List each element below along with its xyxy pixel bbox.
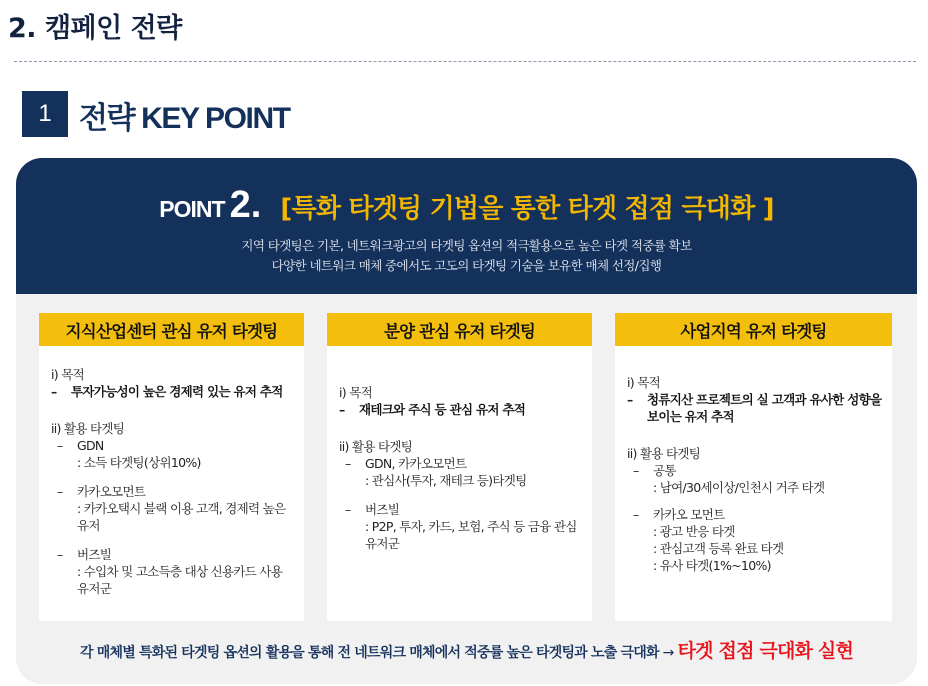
goal-text: 청류지산 프로젝트의 실 고객과 유사한 성향을 보이는 유저 추적: [647, 392, 882, 424]
bullet-dash: –: [339, 402, 345, 417]
goal-bullet: [51, 383, 296, 400]
goal-bullet: [339, 401, 584, 418]
targeting-label: ii) 활용 타겟팅: [51, 421, 125, 436]
column-body: [615, 346, 892, 621]
item-dash: –: [57, 547, 63, 562]
list-item: [51, 546, 296, 563]
point-headline: [16, 184, 917, 227]
item-detail: : 남여/30세이상/인천시 거주 타겟: [653, 480, 825, 495]
goal-bullet: [627, 391, 884, 425]
goal-text: 투자가능성이 높은 경제력 있는 유저 추적: [71, 384, 283, 399]
goal-label: i) 목적: [51, 367, 84, 382]
item-dash: –: [57, 484, 63, 499]
section-number-badge: 1: [22, 91, 68, 137]
list-item: [627, 506, 884, 523]
column-body: [327, 346, 592, 621]
bullet-dash: –: [51, 384, 57, 399]
item-name: 버즈빌: [365, 502, 400, 517]
item-name: 카카오모먼트: [77, 484, 146, 499]
targeting-column-sale-interest: [327, 313, 592, 621]
goal-label: i) 목적: [339, 385, 372, 400]
item-name: GDN: [77, 438, 104, 453]
targeting-column-knowledge-center: [39, 313, 304, 621]
item-name: 카카오 모먼트: [653, 507, 725, 522]
section-title: 전략 KEY POINT: [79, 102, 290, 135]
item-detail: : 카카오택시 블랙 이용 고객, 경제력 높은 유저: [77, 501, 286, 533]
item-dash: –: [633, 507, 639, 522]
right-arrow-icon: →: [662, 645, 674, 661]
column-header: 지식산업센터 관심 유저 타겟팅: [39, 313, 304, 346]
item-name: 버즈빌: [77, 547, 112, 562]
summary-line: [16, 636, 917, 663]
banner-description-line-2: 다양한 네트워크 매체 중에서도 고도의 타겟팅 기술을 보유한 매체 선정/집행: [271, 258, 662, 273]
list-item: [339, 501, 584, 518]
title-divider: [14, 61, 916, 62]
list-item: [51, 437, 296, 454]
item-name: GDN, 카카오모먼트: [365, 456, 467, 471]
point-word: POINT: [159, 196, 225, 222]
item-detail: : 수입차 및 고소득층 대상 신용카드 사용 유저군: [77, 564, 283, 596]
item-dash: –: [633, 463, 639, 478]
column-header: 분양 관심 유저 타겟팅: [327, 313, 592, 346]
list-item: [339, 455, 584, 472]
list-item: [627, 462, 884, 479]
targeting-column-business-area: [615, 313, 892, 621]
point-number: 2.: [229, 184, 262, 226]
summary-text: 각 매체별 특화된 타겟팅 옵션의 활용을 통해 전 네트워크 매체에서 적중률 높은 타겟팅과 노출 극대화: [79, 645, 659, 661]
item-dash: –: [345, 502, 351, 517]
item-dash: –: [57, 438, 63, 453]
banner-description-line-1: 지역 타겟팅은 기본, 네트워크광고의 타겟팅 옵션의 적극활용으로 높은 타겟 적중률 확보: [241, 238, 692, 253]
item-dash: –: [345, 456, 351, 471]
goal-label: i) 목적: [627, 375, 660, 390]
goal-text: 재테크와 주식 등 관심 유저 추적: [359, 402, 526, 417]
column-body: [39, 346, 304, 621]
point-theme: [특화 타겟팅 기법을 통한 타겟 접점 극대화 ]: [280, 194, 774, 224]
item-detail: : P2P, 투자, 카드, 보험, 주식 등 금융 관심 유저군: [365, 519, 577, 551]
list-item: [51, 483, 296, 500]
targeting-label: ii) 활용 타겟팅: [627, 446, 701, 461]
item-detail: : 관심사(투자, 재테크 등)타겟팅: [365, 473, 527, 488]
item-name: 공통: [653, 463, 676, 478]
point-banner: [16, 158, 917, 294]
item-detail: : 광고 반응 타겟 : 관심고객 등록 완료 타겟 : 유사 타겟(1%~10%): [653, 524, 784, 573]
targeting-label: ii) 활용 타겟팅: [339, 439, 413, 454]
bullet-dash: –: [627, 392, 633, 407]
strategy-panel: [16, 158, 917, 684]
column-header: 사업지역 유저 타겟팅: [615, 313, 892, 346]
summary-highlight: 타겟 접점 극대화 실현: [677, 640, 854, 662]
item-detail: : 소득 타겟팅(상위10%): [77, 455, 201, 470]
page-title: 2. 캠페인 전략: [8, 13, 182, 44]
